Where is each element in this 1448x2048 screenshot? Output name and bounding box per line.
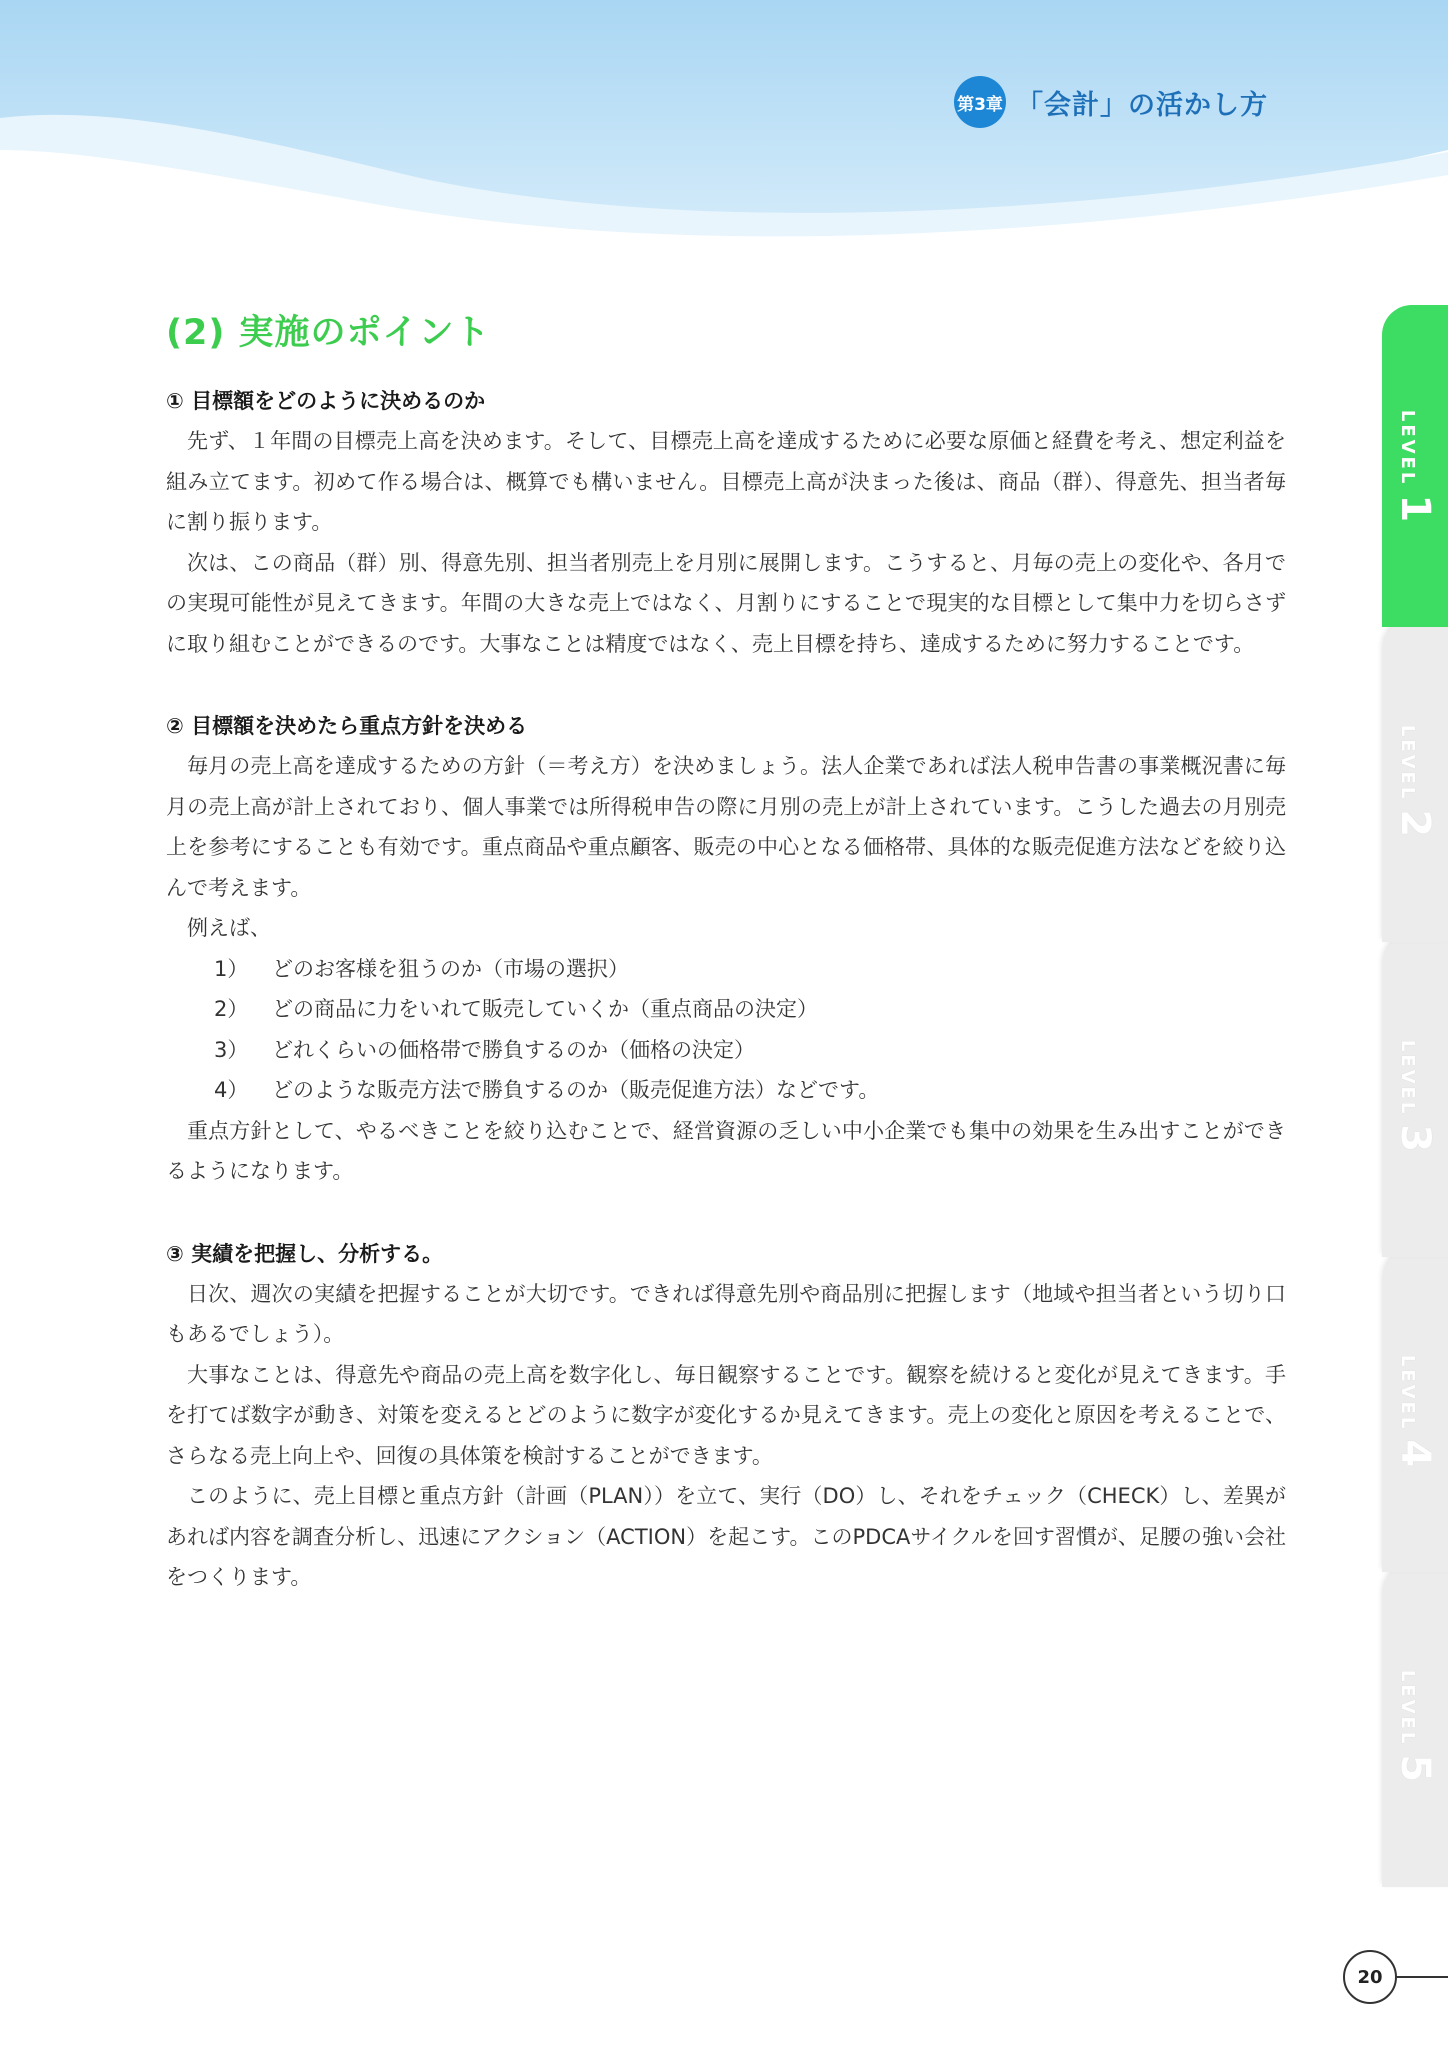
paragraph: このように、売上目標と重点方針（計画（PLAN））を立て、実行（DO）し、それをチェック（CHECK）し、差異があれば内容を調査分析し、迅速にアクション（ACTION）を起こす。このPDCAサイクルを回す習慣が、足腰の強い会社をつくります。 bbox=[166, 1484, 1286, 1589]
main-content bbox=[166, 305, 1286, 1598]
list-number: 2） bbox=[214, 997, 249, 1021]
list-number: 3） bbox=[214, 1037, 249, 1062]
example-list bbox=[166, 949, 1286, 1111]
paragraph: 次は、この商品（群）別、得意先別、担当者別売上を月別に展開します。こうすると、月毎の売上の変化や、各月での実現可能性が見えてきます。年間の大きな売上ではなく、月割りにすることで現実的な目標として集中力を切らさずに取り組むことができるのです。大事なことは精度ではなく、売上目標を持ち、達成するために努力することです。 bbox=[166, 550, 1286, 656]
page-number-line bbox=[1393, 1976, 1448, 1978]
paragraph: 例えば、 bbox=[187, 916, 271, 940]
subheading-2: ② 目標額を決めたら重点方針を決める bbox=[166, 714, 528, 738]
level-tab-4[interactable]: LEVEL 4 bbox=[1382, 1250, 1448, 1572]
list-number: 4） bbox=[214, 1078, 249, 1102]
level-tab-2[interactable]: LEVEL 2 bbox=[1382, 620, 1448, 942]
paragraph: 毎月の売上高を達成するための方針（＝考え方）を決めましょう。法人企業であれば法人税申告書の事業概況書に毎月の売上高が計上されており、個人事業では所得税申告の際に月別の売上が計上されています。こうした過去の月別売上を参考にすることも有効です。重点商品や重点顧客、販売の中心となる価格帯、具体的な販売促進方法などを絞り込んで考えます。 bbox=[166, 754, 1286, 900]
level-tab-1[interactable]: LEVEL 1 bbox=[1382, 305, 1448, 627]
paragraph: 重点方針として、やるべきことを絞り込むことで、経営資源の乏しい中小企業でも集中の効果を生み出すことができるようになります。 bbox=[166, 1118, 1286, 1183]
level-tab-5[interactable]: LEVEL 5 bbox=[1382, 1565, 1448, 1887]
section-title: (2) 実施のポイント bbox=[166, 313, 491, 353]
list-item bbox=[166, 1070, 1286, 1111]
level-tab-3[interactable]: LEVEL 3 bbox=[1382, 935, 1448, 1257]
list-item bbox=[166, 989, 1286, 1030]
subheading-3: ③ 実績を把握し、分析する。 bbox=[166, 1241, 444, 1266]
paragraph: 日次、週次の実績を把握することが大切です。できれば得意先別や商品別に把握します（地域や担当者という切り口もあるでしょう）。 bbox=[166, 1281, 1286, 1346]
list-number: 1） bbox=[214, 956, 249, 981]
list-item bbox=[166, 1030, 1286, 1071]
chapter-badge: 第3章 bbox=[954, 76, 1006, 128]
list-text: どの商品に力をいれて販売していくか（重点商品の決定） bbox=[272, 997, 818, 1021]
subheading-1: ① 目標額をどのように決めるのか bbox=[166, 389, 486, 413]
list-item bbox=[166, 949, 1286, 990]
list-text: どれくらいの価格帯で勝負するのか（価格の決定） bbox=[272, 1037, 755, 1062]
chapter-title: 「会計」の活かし方 bbox=[1016, 89, 1268, 121]
page-number: 20 bbox=[1343, 1950, 1397, 2004]
paragraph: 大事なことは、得意先や商品の売上高を数字化し、毎日観察することです。観察を続けると変化が見えてきます。手を打てば数字が動き、対策を変えるとどのように数字が変化するか見えてきます。売上の変化と原因を考えることで、さらなる売上向上や、回復の具体策を検討することができます。 bbox=[166, 1362, 1286, 1468]
list-text: どのような販売方法で勝負するのか（販売促進方法）などです。 bbox=[272, 1078, 880, 1102]
chapter-header bbox=[954, 76, 1268, 128]
paragraph: 先ず、１年間の目標売上高を決めます。そして、目標売上高を達成するために必要な原価と経費を考え、想定利益を組み立てます。初めて作る場合は、概算でも構いません。目標売上高が決まった後は、商品（群）、得意先、担当者毎に割り振ります。 bbox=[166, 429, 1286, 534]
list-text: どのお客様を狙うのか（市場の選択） bbox=[272, 956, 629, 981]
